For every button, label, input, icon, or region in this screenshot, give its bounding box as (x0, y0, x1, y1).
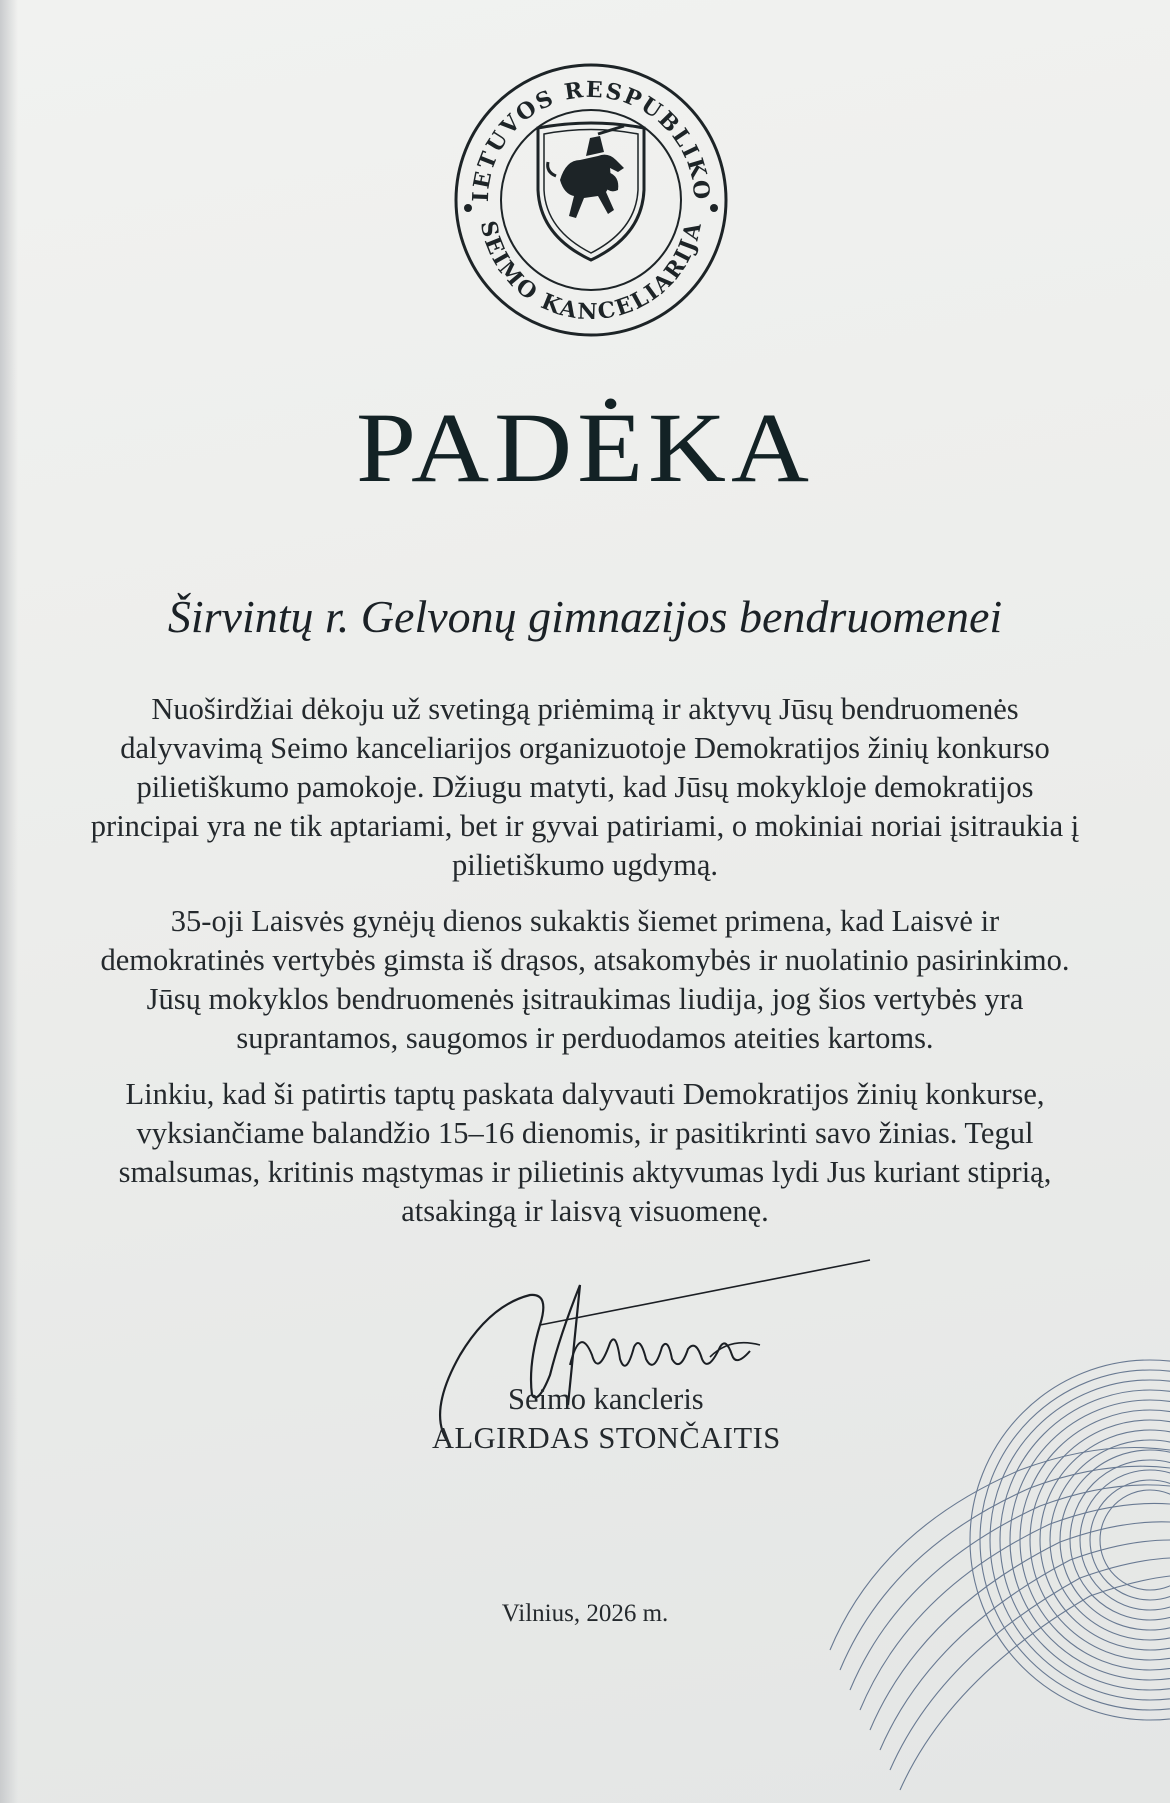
coat-of-arms-icon (538, 123, 644, 260)
certificate-title: PADĖKA (355, 393, 815, 504)
decorative-rings-graphic (820, 1350, 1170, 1803)
recipient-line: Širvintų r. Gelvonų gimnazijos bendruomenei (167, 591, 1003, 642)
body-paragraph-3: Linkiu, kad ši patirtis taptų paskata dalyvauti Demokratijos žinių konkurse, vyksiančiame balandžio 15–16 dienomis, ir pasitikrinti savo žinias. Tegul smalsumas, kritinis mąstymas ir pilietinis aktyvumas lydi Jus kuriant stiprią, atsakingą ir laisvą visuomenę. (118, 1077, 1052, 1228)
seal-bottom-text: SEIMO KANCELIARIJA (474, 218, 708, 326)
seimas-chancellery-seal (448, 60, 734, 340)
body-paragraph-2: 35-oji Laisvės gynėjų dienos sukaktis šiemet primena, kad Laisvė ir demokratinės vertybės gimsta iš drąsos, atsakomybės ir nuolatinio pasirinkimo. Jūsų mokyklos bendruomenės įsitraukimas liudija, jog šios vertybės yra suprantamos, saugomos ir perduodamos ateities kartoms. (100, 904, 1070, 1055)
body-paragraph-1: Nuoširdžiai dėkoju už svetingą priėmimą ir aktyvų Jūsų bendruomenės dalyvavimą Seimo kanceliarijos organizuotoje Demokratijos žinių konkurso pilietiškumo pamokoje. Džiugu matyti, kad Jūsų mokykloje demokratijos principai yra ne tik aptariami, bet ir gyvai patiriami, o mokiniai noriai įsitraukia į pilietiškumo ugdymą. (90, 692, 1080, 882)
place-and-date: Vilnius, 2026 m. (501, 1600, 669, 1627)
signer-role: Seimo kancleris (508, 1382, 704, 1416)
signer-name: ALGIRDAS STONČAITIS (432, 1421, 781, 1455)
page-edge-shadow (0, 0, 18, 1803)
seal-top-text: IETUVOS RESPUBLIKO (467, 76, 715, 203)
